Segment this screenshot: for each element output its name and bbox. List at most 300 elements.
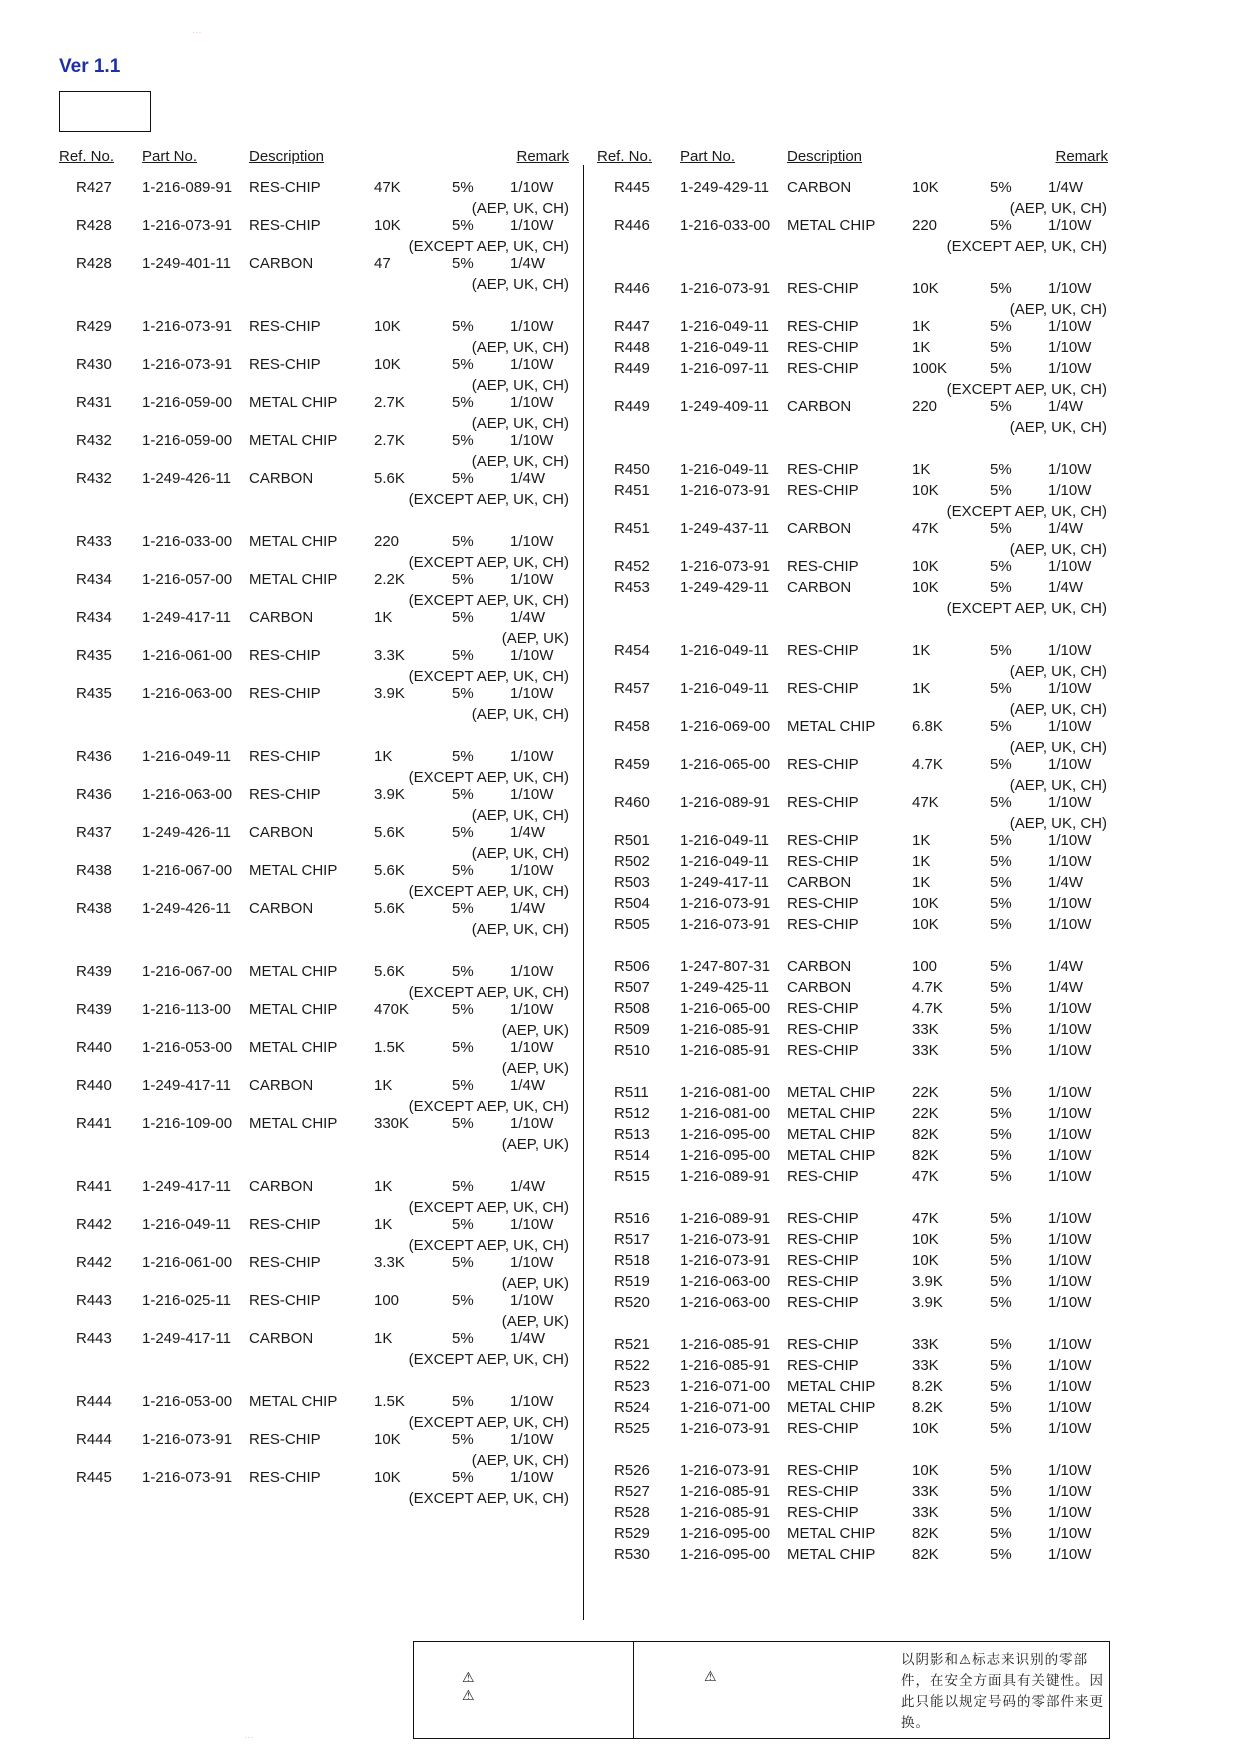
ref-no: R436 <box>76 786 112 803</box>
description: RES-CHIP <box>787 1420 859 1437</box>
value: 8.2K <box>912 1378 943 1395</box>
value: 33K <box>912 1483 939 1500</box>
description: RES-CHIP <box>787 680 859 697</box>
ref-no: R444 <box>76 1431 112 1448</box>
value: 3.3K <box>374 1254 405 1271</box>
part-row <box>597 1208 1117 1229</box>
tolerance: 5% <box>452 1393 474 1410</box>
tolerance: 5% <box>990 1252 1012 1269</box>
part-no: 1-216-065-00 <box>680 756 771 773</box>
value: 4.7K <box>912 756 943 773</box>
power: 1/4W <box>510 470 546 487</box>
power: 1/10W <box>510 1292 554 1309</box>
part-no: 1-216-049-11 <box>680 642 769 659</box>
ref-no: R512 <box>614 1105 650 1122</box>
safety-note-cn: 以阴影和⚠标志来识别的零部件，在安全方面具有关键性。因此只能以规定号码的零部件来更换。 <box>901 1652 1104 1730</box>
value: 2.7K <box>374 394 405 411</box>
part-no: 1-216-067-00 <box>142 862 233 879</box>
power: 1/10W <box>510 1115 554 1132</box>
ref-no: R427 <box>76 179 112 196</box>
part-no: 1-216-053-00 <box>142 1393 233 1410</box>
ref-no: R439 <box>76 963 112 980</box>
power: 1/10W <box>1048 1462 1092 1479</box>
value: 3.3K <box>374 647 405 664</box>
value: 10K <box>912 280 939 297</box>
ref-no: R506 <box>614 958 650 975</box>
power: 1/10W <box>1048 482 1092 499</box>
part-row <box>59 430 579 472</box>
part-no: 1-249-426-11 <box>142 824 231 841</box>
remark: (AEP, UK, CH) <box>1009 739 1107 756</box>
tolerance: 5% <box>452 1178 474 1195</box>
tolerance: 5% <box>990 979 1012 996</box>
remark: (EXCEPT AEP, UK, CH) <box>408 1098 569 1115</box>
tolerance: 5% <box>990 1126 1012 1143</box>
header-remark: Remark <box>516 148 569 165</box>
part-no: 1-216-067-00 <box>142 963 233 980</box>
part-row <box>59 961 579 1003</box>
power: 1/10W <box>510 179 554 196</box>
description: RES-CHIP <box>787 895 859 912</box>
remark: (AEP, UK) <box>501 1275 569 1292</box>
ref-no: R530 <box>614 1546 650 1563</box>
value: 5.6K <box>374 470 405 487</box>
part-no: 1-249-417-11 <box>142 1077 231 1094</box>
tolerance: 5% <box>452 1292 474 1309</box>
part-no: 1-216-085-91 <box>680 1504 771 1521</box>
ref-no: R511 <box>614 1084 649 1101</box>
description: RES-CHIP <box>787 916 859 933</box>
description: CARBON <box>249 470 314 487</box>
part-row <box>59 822 579 864</box>
remark: (AEP, UK) <box>501 1136 569 1153</box>
ref-no: R459 <box>614 756 650 773</box>
tolerance: 5% <box>990 874 1012 891</box>
ref-no: R509 <box>614 1021 650 1038</box>
description: METAL CHIP <box>249 1393 338 1410</box>
power: 1/10W <box>1048 1252 1092 1269</box>
value: 10K <box>912 1252 939 1269</box>
part-row <box>59 531 579 573</box>
part-no: 1-216-089-91 <box>680 1210 771 1227</box>
value: 4.7K <box>912 1000 943 1017</box>
tolerance: 5% <box>452 470 474 487</box>
ref-no: R433 <box>76 533 112 550</box>
value: 47K <box>912 1168 939 1185</box>
part-row <box>597 1292 1117 1334</box>
part-row <box>597 518 1117 560</box>
value: 33K <box>912 1021 939 1038</box>
tolerance: 5% <box>452 609 474 626</box>
warning-icon: ⚠ <box>462 1687 475 1703</box>
part-no: 1-216-073-91 <box>680 916 771 933</box>
power: 1/10W <box>1048 916 1092 933</box>
part-row <box>597 396 1117 459</box>
power: 1/10W <box>510 786 554 803</box>
power: 1/10W <box>1048 1273 1092 1290</box>
part-row <box>597 956 1117 977</box>
remark: (AEP, UK, CH) <box>1009 541 1107 558</box>
ref-no: R450 <box>614 461 650 478</box>
power: 1/10W <box>510 318 554 335</box>
remark: (AEP, UK, CH) <box>1009 200 1107 217</box>
ref-no: R515 <box>614 1168 650 1185</box>
remark: (EXCEPT AEP, UK, CH) <box>408 491 569 508</box>
part-row <box>597 977 1117 998</box>
part-row <box>59 999 579 1041</box>
tolerance: 5% <box>990 1378 1012 1395</box>
part-row <box>597 1502 1117 1523</box>
part-no: 1-249-417-11 <box>680 874 769 891</box>
description: CARBON <box>787 179 852 196</box>
part-no: 1-216-089-91 <box>680 1168 771 1185</box>
part-row <box>597 1544 1117 1565</box>
value: 1K <box>912 853 931 870</box>
part-row <box>59 569 579 611</box>
power: 1/10W <box>1048 1525 1092 1542</box>
remark: (EXCEPT AEP, UK, CH) <box>408 592 569 609</box>
description: METAL CHIP <box>249 533 338 550</box>
tolerance: 5% <box>990 398 1012 415</box>
tolerance: 5% <box>452 748 474 765</box>
ref-no: R438 <box>76 862 112 879</box>
power: 1/10W <box>1048 339 1092 356</box>
description: RES-CHIP <box>787 1483 859 1500</box>
tolerance: 5% <box>990 1168 1012 1185</box>
value: 1K <box>374 748 393 765</box>
description: CARBON <box>787 979 852 996</box>
description: METAL CHIP <box>249 432 338 449</box>
ref-no: R514 <box>614 1147 650 1164</box>
remark: (AEP, UK) <box>501 1060 569 1077</box>
power: 1/10W <box>1048 1210 1092 1227</box>
ref-no: R529 <box>614 1525 650 1542</box>
power: 1/10W <box>510 963 554 980</box>
value: 1.5K <box>374 1393 405 1410</box>
part-no: 1-216-049-11 <box>680 318 769 335</box>
part-row <box>597 998 1117 1019</box>
ref-no: R428 <box>76 255 112 272</box>
ref-no: R460 <box>614 794 650 811</box>
description: RES-CHIP <box>787 1021 859 1038</box>
remark: (AEP, UK, CH) <box>471 706 569 723</box>
description: METAL CHIP <box>787 1084 876 1101</box>
part-no: 1-216-073-91 <box>680 280 771 297</box>
part-no: 1-216-085-91 <box>680 1021 771 1038</box>
value: 1K <box>912 680 931 697</box>
description: RES-CHIP <box>787 1042 859 1059</box>
remark: (EXCEPT AEP, UK, CH) <box>408 1490 569 1507</box>
part-no: 1-216-081-00 <box>680 1084 771 1101</box>
part-no: 1-249-401-11 <box>142 255 231 272</box>
value: 3.9K <box>374 685 405 702</box>
left-parts-column <box>59 177 579 1505</box>
power: 1/10W <box>1048 1294 1092 1311</box>
description: METAL CHIP <box>249 571 338 588</box>
tolerance: 5% <box>990 482 1012 499</box>
description: METAL CHIP <box>787 1399 876 1416</box>
description: RES-CHIP <box>249 1254 321 1271</box>
part-row <box>597 1397 1117 1418</box>
part-no: 1-216-095-00 <box>680 1126 771 1143</box>
tolerance: 5% <box>990 832 1012 849</box>
tolerance: 5% <box>990 1504 1012 1521</box>
description: RES-CHIP <box>787 1462 859 1479</box>
tolerance: 5% <box>990 642 1012 659</box>
value: 10K <box>374 318 401 335</box>
tolerance: 5% <box>990 680 1012 697</box>
part-no: 1-216-085-91 <box>680 1483 771 1500</box>
tolerance: 5% <box>990 1483 1012 1500</box>
description: RES-CHIP <box>249 318 321 335</box>
part-no: 1-216-085-91 <box>680 1336 771 1353</box>
power: 1/10W <box>510 432 554 449</box>
part-no: 1-249-426-11 <box>142 470 231 487</box>
part-row <box>59 215 579 257</box>
tolerance: 5% <box>990 1294 1012 1311</box>
part-no: 1-216-049-11 <box>142 1216 231 1233</box>
part-no: 1-216-061-00 <box>142 1254 233 1271</box>
header-part: Part No. <box>142 148 198 165</box>
description: CARBON <box>787 398 852 415</box>
power: 1/10W <box>1048 1504 1092 1521</box>
ref-no: R434 <box>76 609 112 626</box>
part-no: 1-216-063-00 <box>142 685 233 702</box>
version-label: Ver 1.1 <box>59 56 121 77</box>
power: 1/10W <box>1048 558 1092 575</box>
power: 1/10W <box>510 571 554 588</box>
part-row <box>59 1391 579 1433</box>
tolerance: 5% <box>990 1000 1012 1017</box>
ref-no: R436 <box>76 748 112 765</box>
remark: (AEP, UK, CH) <box>1009 419 1107 436</box>
tolerance: 5% <box>990 1399 1012 1416</box>
remark: (AEP, UK, CH) <box>471 1452 569 1469</box>
part-row <box>597 577 1117 640</box>
power: 1/10W <box>510 1254 554 1271</box>
part-row <box>59 392 579 434</box>
description: RES-CHIP <box>249 179 321 196</box>
ref-no: R516 <box>614 1210 650 1227</box>
description: METAL CHIP <box>787 1546 876 1563</box>
ref-no: R526 <box>614 1462 650 1479</box>
tolerance: 5% <box>452 1431 474 1448</box>
description: RES-CHIP <box>787 1273 859 1290</box>
value: 100 <box>374 1292 400 1309</box>
part-row <box>597 716 1117 758</box>
header-remark: Remark <box>1055 148 1108 165</box>
tolerance: 5% <box>990 1273 1012 1290</box>
description: RES-CHIP <box>787 1210 859 1227</box>
description: CARBON <box>249 255 314 272</box>
ref-no: R443 <box>76 1292 112 1309</box>
power: 1/10W <box>1048 832 1092 849</box>
power: 1/10W <box>510 1469 554 1486</box>
part-row <box>597 1523 1117 1544</box>
power: 1/10W <box>1048 1168 1092 1185</box>
power: 1/10W <box>1048 1336 1092 1353</box>
power: 1/10W <box>510 1216 554 1233</box>
description: RES-CHIP <box>787 756 859 773</box>
remark: (AEP, UK, CH) <box>471 845 569 862</box>
value: 8.2K <box>912 1399 943 1416</box>
remark: (EXCEPT AEP, UK, CH) <box>408 554 569 571</box>
ref-no: R440 <box>76 1077 112 1094</box>
description: RES-CHIP <box>249 748 321 765</box>
remark: (AEP, UK, CH) <box>471 807 569 824</box>
version-box <box>59 91 151 132</box>
tolerance: 5% <box>990 718 1012 735</box>
part-no: 1-216-073-91 <box>142 1469 233 1486</box>
power: 1/10W <box>1048 1084 1092 1101</box>
description: RES-CHIP <box>787 318 859 335</box>
ref-no: R437 <box>76 824 112 841</box>
description: METAL CHIP <box>249 1001 338 1018</box>
ref-no: R454 <box>614 642 650 659</box>
description: RES-CHIP <box>787 832 859 849</box>
tolerance: 5% <box>452 685 474 702</box>
value: 100K <box>912 360 948 377</box>
ref-no: R441 <box>76 1178 112 1195</box>
part-no: 1-216-073-91 <box>142 318 233 335</box>
part-row <box>59 645 579 687</box>
power: 1/10W <box>510 1001 554 1018</box>
part-row <box>597 1355 1117 1376</box>
tolerance: 5% <box>990 794 1012 811</box>
power: 1/10W <box>510 533 554 550</box>
description: RES-CHIP <box>249 685 321 702</box>
part-row <box>597 358 1117 400</box>
tolerance: 5% <box>452 900 474 917</box>
part-row <box>59 1176 579 1218</box>
part-no: 1-249-426-11 <box>142 900 231 917</box>
power: 1/10W <box>510 217 554 234</box>
tolerance: 5% <box>452 824 474 841</box>
part-row <box>59 898 579 961</box>
value: 1.5K <box>374 1039 405 1056</box>
power: 1/10W <box>1048 642 1092 659</box>
value: 10K <box>912 1420 939 1437</box>
value: 47K <box>374 179 401 196</box>
description: METAL CHIP <box>249 394 338 411</box>
value: 10K <box>912 1231 939 1248</box>
power: 1/10W <box>510 748 554 765</box>
part-no: 1-216-097-11 <box>680 360 769 377</box>
remark: (EXCEPT AEP, UK, CH) <box>408 1414 569 1431</box>
part-no: 1-216-081-00 <box>680 1105 771 1122</box>
tolerance: 5% <box>990 1462 1012 1479</box>
tolerance: 5% <box>452 179 474 196</box>
part-no: 1-216-073-91 <box>142 1431 233 1448</box>
part-no: 1-216-071-00 <box>680 1399 771 1416</box>
description: RES-CHIP <box>787 1336 859 1353</box>
part-row <box>597 792 1117 834</box>
ref-no: R528 <box>614 1504 650 1521</box>
power: 1/4W <box>1048 179 1084 196</box>
part-row <box>59 1290 579 1332</box>
ref-no: R438 <box>76 900 112 917</box>
power: 1/10W <box>510 862 554 879</box>
value: 220 <box>912 398 938 415</box>
power: 1/10W <box>1048 1357 1092 1374</box>
part-no: 1-216-073-91 <box>680 1462 771 1479</box>
part-no: 1-216-057-00 <box>142 571 233 588</box>
ref-no: R513 <box>614 1126 650 1143</box>
warning-icons <box>462 1668 475 1704</box>
part-row <box>597 640 1117 682</box>
part-no: 1-216-061-00 <box>142 647 233 664</box>
tolerance: 5% <box>990 1084 1012 1101</box>
description: METAL CHIP <box>787 1378 876 1395</box>
part-row <box>597 215 1117 278</box>
remark: (AEP, UK, CH) <box>1009 701 1107 718</box>
value: 6.8K <box>912 718 943 735</box>
part-no: 1-216-089-91 <box>680 794 771 811</box>
part-no: 1-216-049-11 <box>680 680 769 697</box>
tolerance: 5% <box>452 1115 474 1132</box>
value: 47K <box>912 520 939 537</box>
power: 1/10W <box>1048 280 1092 297</box>
ref-no: R510 <box>614 1042 650 1059</box>
ref-no: R451 <box>614 482 650 499</box>
part-no: 1-216-033-00 <box>680 217 771 234</box>
part-no: 1-249-429-11 <box>680 579 769 596</box>
part-row <box>597 1334 1117 1355</box>
part-row <box>59 746 579 788</box>
right-parts-column <box>597 177 1117 1565</box>
ref-no: R524 <box>614 1399 650 1416</box>
value: 47K <box>912 1210 939 1227</box>
remark: (AEP, UK, CH) <box>471 921 569 938</box>
bottom-mark: · · · <box>245 1735 253 1741</box>
remark: (AEP, UK, CH) <box>1009 663 1107 680</box>
power: 1/10W <box>1048 1126 1092 1143</box>
remark: (AEP, UK) <box>501 630 569 647</box>
tolerance: 5% <box>990 520 1012 537</box>
power: 1/10W <box>1048 794 1092 811</box>
ref-no: R504 <box>614 895 650 912</box>
tolerance: 5% <box>990 1210 1012 1227</box>
ref-no: R517 <box>614 1231 650 1248</box>
ref-no: R501 <box>614 832 650 849</box>
description: RES-CHIP <box>787 280 859 297</box>
description: CARBON <box>787 958 852 975</box>
value: 470K <box>374 1001 410 1018</box>
value: 3.9K <box>912 1294 943 1311</box>
ref-no: R452 <box>614 558 650 575</box>
description: CARBON <box>249 609 314 626</box>
value: 5.6K <box>374 963 405 980</box>
description: CARBON <box>249 1178 314 1195</box>
part-row <box>597 893 1117 914</box>
tolerance: 5% <box>990 1147 1012 1164</box>
ref-no: R449 <box>614 398 650 415</box>
header-ref: Ref. No. <box>597 148 653 165</box>
part-no: 1-216-049-11 <box>680 832 769 849</box>
ref-no: R525 <box>614 1420 650 1437</box>
part-row <box>59 1429 579 1471</box>
power: 1/10W <box>1048 217 1092 234</box>
part-no: 1-216-089-91 <box>142 179 233 196</box>
part-row <box>59 1328 579 1391</box>
description: RES-CHIP <box>787 1168 859 1185</box>
ref-no: R457 <box>614 680 650 697</box>
power: 1/4W <box>510 255 546 272</box>
remark: (EXCEPT AEP, UK, CH) <box>408 883 569 900</box>
power: 1/10W <box>510 1039 554 1056</box>
part-row <box>597 1040 1117 1082</box>
ref-no: R444 <box>76 1393 112 1410</box>
